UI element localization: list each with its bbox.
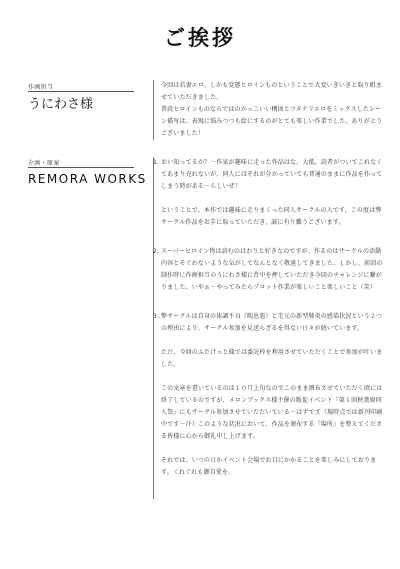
planner-paragraph: おい知ってるか？－作家が趣味に走った作品はな、大抵、読者がついてこれなくてあまり売れないが、同人にはそれが分かっていても普通のままに作品を作ってしまう時がある－らしいぜ！ <box>161 159 383 190</box>
item-number: 1. <box>153 159 160 166</box>
artist-message <box>161 80 383 140</box>
planner-paragraph: この文章を書いているのは１０月上旬なのでこのまま頒布させていただく頃には終了しているのですが、メロンブックス様主催の販促イベント『第１回秋葉原同人祭』にもサークル参加させていただいている－はずです（現時点では新刊印刷中です－汗）このような状況において、作品を頒布する『場所』を整えてくださる皆様に心から御礼申し上げます。 <box>161 385 383 440</box>
artist-paragraph: 普段ヒロインものならではのかっこいい構図とフタナリエロをミックスしたシーン描写は、表現に悩みつつも絵にするのがとても楽しい作業でした。ありがとうございました！ <box>161 106 383 137</box>
planner-item <box>153 311 383 479</box>
planner-name: REMORA WORKS <box>28 172 147 186</box>
planner-item <box>153 246 383 294</box>
planner-paragraph: 弊サークルは自身の体調不良（喘息悪）と宅元の新型肺炎の感染状況という２つの理由により、サークル参加を見送らざるを得ない日々が続いています。 <box>161 313 383 332</box>
section-divider <box>28 167 134 168</box>
item-number: 2. <box>153 248 160 255</box>
planner-paragraph: それでは、いつの日かイベント会場でお目にかかることを楽しみにしております。くれぐれも御自愛を。 <box>161 457 377 476</box>
section-vertical-rule <box>153 80 154 140</box>
planner-paragraph: ということで、本作では趣味に走りまくった同人サークルの人です。この度は弊サークル作品をお手に取っていただき、誠に有り難うございます。 <box>161 207 382 226</box>
artist-name: うにわさ様 <box>28 97 94 112</box>
item-number: 3. <box>153 313 160 320</box>
section-vertical-rule <box>153 157 154 499</box>
planner-item <box>153 157 383 229</box>
role-label-artist: 作画担当 <box>28 84 54 91</box>
section-divider <box>28 91 134 92</box>
planner-message <box>153 157 383 479</box>
artist-paragraph: 今回は若妻エロ、しかも変態ヒロインものということで大変いきいきと取り組ませていただきました。 <box>161 82 382 101</box>
planner-paragraph: ただ、今回のふたけっと様では委託枠を利用させていただくことで参加が叶いました。 <box>161 349 383 368</box>
planner-paragraph: スーパーヒロイン物は読むのはわりと好きなのですが、作るのはサークルの活動内容とそぐわないような気がしてなんとなく敬遠してきました。しかし、前回の制作時に作画担当のうにわさ様に背中を押していただき今回のチャレンジに繋がりました。いやぁ－やってみたらプロット作業が楽しいこと楽しいこと（笑） <box>161 248 383 291</box>
page-title: ご挨拶 <box>164 25 236 50</box>
role-label-planner: 企画・原案 <box>28 160 60 167</box>
